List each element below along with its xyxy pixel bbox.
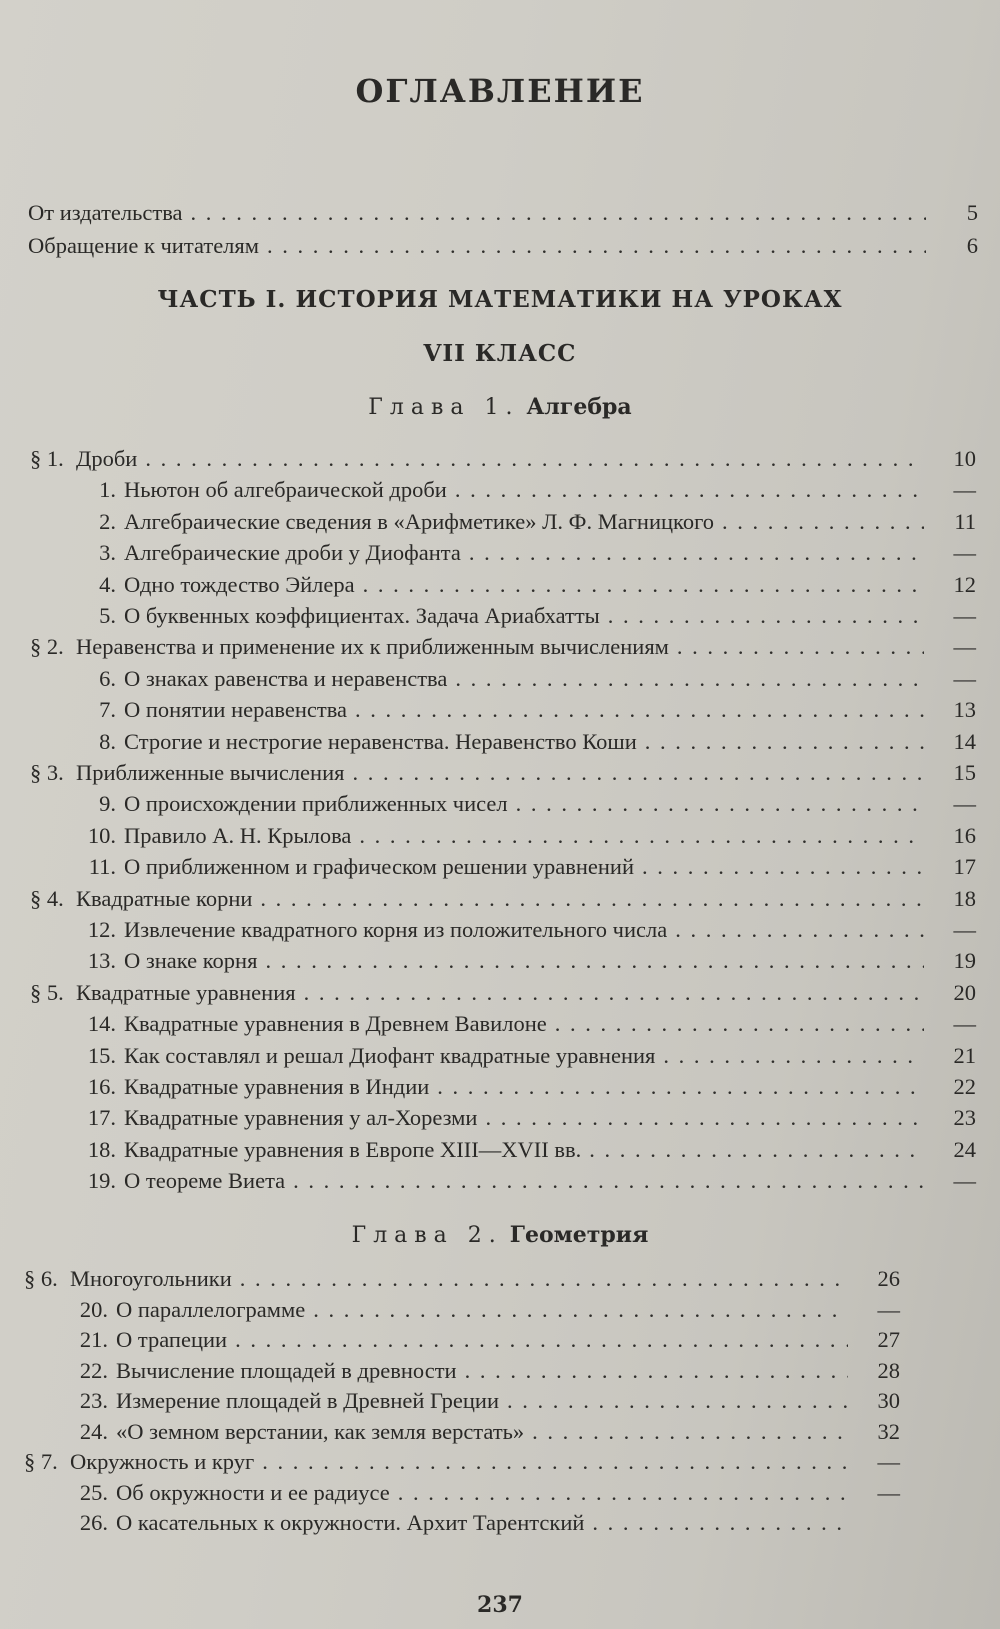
- toc-entry-page: 19: [953, 948, 976, 974]
- dot-leader: [359, 823, 924, 849]
- toc-entry-number: 2.: [99, 508, 116, 534]
- toc-section-row: [30, 886, 976, 916]
- toc-entry-page: 30: [877, 1388, 900, 1413]
- toc-entry-number: 24.: [79, 1418, 108, 1444]
- toc-item-row: [70, 1297, 900, 1327]
- toc-entry-page: 16: [953, 822, 976, 848]
- toc-entry-page: —: [953, 477, 976, 503]
- toc-entry-page: 14: [953, 728, 976, 754]
- dot-leader: [265, 948, 924, 974]
- toc-entry-page: 32: [877, 1418, 900, 1444]
- toc-entry-title: О трапеции: [116, 1327, 228, 1352]
- toc-item-row: [70, 1419, 900, 1449]
- toc-entry-title: Алгебраические дроби у Диофанта: [124, 540, 461, 566]
- toc-entry-title: Вычисление площадей в древности: [116, 1357, 457, 1383]
- toc-entry-number: 20.: [79, 1296, 108, 1322]
- toc-entry-number: 14.: [87, 1011, 116, 1037]
- toc-entry-page: 15: [953, 760, 976, 785]
- toc-item-row: [78, 1105, 976, 1135]
- chapter-2-heading: [0, 1222, 1000, 1248]
- toc-entry-title: Об окружности и ее радиусе: [116, 1479, 390, 1505]
- dot-leader: [592, 1510, 848, 1536]
- toc-item-row: [78, 572, 976, 602]
- toc-item-row: [78, 854, 976, 884]
- toc-entry-number: § 7.: [24, 1449, 58, 1474]
- toc-item-row: [78, 791, 976, 821]
- toc-entry-number: 13.: [87, 948, 116, 974]
- toc-entry-title: Дроби: [76, 446, 138, 471]
- toc-entry-page: 6: [966, 233, 978, 258]
- toc-entry-title: О знаках равенства и неравенства: [124, 665, 448, 691]
- toc-entry-page: 27: [877, 1327, 900, 1352]
- chapter-2-prefix: Глава 2.: [351, 1223, 503, 1248]
- toc-item-row: [78, 823, 976, 853]
- toc-entry-number: § 3.: [30, 760, 64, 785]
- toc-entry-page: —: [877, 1479, 900, 1505]
- toc-item-row: [70, 1388, 900, 1418]
- toc-entry-title: Многоугольники: [70, 1266, 232, 1291]
- toc-item-row: [70, 1358, 900, 1388]
- toc-entry-page: —: [953, 634, 976, 660]
- toc-section-row: [30, 634, 976, 664]
- toc-item-row: [78, 1011, 976, 1041]
- toc-entry-title: Приближенные вычисления: [76, 760, 345, 785]
- dot-leader: [589, 1137, 924, 1163]
- page-title: ОГЛАВЛЕНИЕ: [355, 72, 645, 110]
- toc-entry-page: 11: [954, 508, 976, 534]
- toc-entry-number: 11.: [88, 854, 116, 880]
- toc-entry-page: —: [953, 791, 976, 817]
- dot-leader: [145, 446, 924, 472]
- dot-leader: [532, 1419, 848, 1445]
- toc-item-row: [70, 1480, 900, 1510]
- dot-leader: [352, 760, 924, 786]
- dot-leader: [485, 1105, 924, 1131]
- toc-entry-page: —: [953, 540, 976, 566]
- dot-leader: [455, 477, 924, 503]
- dot-leader: [722, 509, 924, 535]
- dot-leader: [304, 980, 924, 1006]
- dot-leader: [191, 200, 926, 226]
- toc-entry-number: 26.: [79, 1510, 108, 1535]
- dot-leader: [398, 1480, 848, 1506]
- toc-entry-page: —: [953, 603, 976, 628]
- toc-entry-title: О параллелограмме: [116, 1296, 306, 1322]
- toc-entry-page: —: [877, 1449, 900, 1474]
- dot-leader: [555, 1011, 924, 1037]
- dot-leader: [355, 697, 924, 723]
- toc-entry-number: 5.: [99, 603, 116, 628]
- toc-entry-title: О происхождении приближенных чисел: [124, 791, 508, 817]
- toc-entry-title: «О земном верстании, как земля верстать»: [116, 1418, 525, 1444]
- toc-entry-title: О буквенных коэффициентах. Задача Ариабхатты: [124, 603, 600, 628]
- toc-item-row: [78, 917, 976, 947]
- chapter-1-name: Алгебра: [526, 394, 632, 420]
- dot-leader: [663, 1043, 924, 1069]
- toc-item-row: [78, 1137, 976, 1167]
- toc-entry-title: Неравенства и применение их к приближенным вычислениям: [76, 634, 669, 660]
- toc-entry-number: § 1.: [30, 446, 64, 471]
- toc-entry-page: 12: [953, 571, 976, 597]
- toc-entry-number: 16.: [87, 1074, 116, 1099]
- toc-entry-number: 3.: [99, 540, 116, 566]
- toc-entry-page: —: [953, 1011, 976, 1037]
- toc-entry-number: 19.: [87, 1168, 116, 1194]
- toc-entry-page: 24: [953, 1136, 976, 1162]
- toc-entry-title: Окружность и круг: [70, 1449, 255, 1474]
- toc-item-row: [70, 1510, 900, 1540]
- toc-entry-number: § 6.: [24, 1266, 58, 1291]
- toc-item-row: [70, 1327, 900, 1357]
- toc-entry-number: 21.: [79, 1327, 108, 1352]
- dot-leader: [437, 1074, 924, 1100]
- dot-leader: [608, 603, 924, 629]
- toc-entry-page: —: [953, 917, 976, 942]
- toc-item-row: [78, 666, 976, 696]
- toc-entry-page: 20: [953, 979, 976, 1005]
- dot-leader: [313, 1297, 848, 1323]
- toc-entry-number: 15.: [87, 1042, 116, 1068]
- toc-item-row: [78, 1074, 976, 1104]
- toc-entry-title: Квадратные уравнения: [76, 979, 296, 1005]
- chapter-1-prefix: Глава 1.: [368, 395, 520, 420]
- toc-entry-number: 1.: [99, 477, 116, 503]
- toc-entry-number: 4.: [99, 571, 116, 597]
- toc-section-row: [30, 760, 976, 790]
- toc-section-row: [30, 980, 976, 1010]
- toc-entry-title: Обращение к читателям: [28, 233, 259, 258]
- toc-entry-number: 9.: [99, 791, 116, 817]
- toc-entry-page: 13: [953, 697, 976, 723]
- toc-item-row: [78, 477, 976, 507]
- toc-entry-number: 17.: [87, 1105, 116, 1131]
- toc-entry-title: Одно тождество Эйлера: [124, 571, 355, 597]
- toc-entry-title: О теореме Виета: [124, 1168, 286, 1194]
- toc-entry-title: О знаке корня: [124, 948, 258, 974]
- toc-entry-title: Квадратные уравнения у ал-Хорезми: [124, 1105, 478, 1131]
- toc-entry-page: —: [877, 1296, 900, 1322]
- toc-item-row: [78, 1043, 976, 1073]
- toc-entry-number: § 5.: [30, 979, 64, 1005]
- toc-entry-number: 18.: [87, 1136, 116, 1162]
- toc-entry-title: Как составлял и решал Диофант квадратные уравнения: [124, 1042, 656, 1068]
- toc-entry-page: 23: [953, 1105, 976, 1131]
- dot-leader: [240, 1266, 848, 1292]
- toc-item-row: [78, 697, 976, 727]
- toc-entry-title: От издательства: [28, 200, 183, 225]
- dot-leader: [293, 1168, 924, 1194]
- toc-entry-number: 8.: [99, 728, 116, 754]
- toc-front-row: [28, 200, 978, 230]
- toc-entry-title: Квадратные уравнения в Европе XIII—XVII вв.: [124, 1136, 582, 1162]
- toc-entry-page: 28: [877, 1357, 900, 1383]
- toc-entry-number: 12.: [87, 917, 116, 942]
- toc-entry-number: § 4.: [30, 885, 64, 911]
- toc-item-row: [78, 729, 976, 759]
- dot-leader: [645, 729, 924, 755]
- toc-entry-number: 7.: [99, 697, 116, 723]
- toc-entry-page: 17: [953, 854, 976, 880]
- toc-entry-title: Квадратные уравнения в Индии: [124, 1074, 430, 1099]
- toc-entry-number: 6.: [99, 665, 116, 691]
- toc-entry-title: Извлечение квадратного корня из положительного числа: [124, 917, 668, 942]
- toc-entry-title: Строгие и нестрогие неравенства. Неравенство Коши: [124, 728, 637, 754]
- toc-entry-title: О приближенном и графическом решении уравнений: [124, 854, 634, 880]
- toc-entry-title: Квадратные уравнения в Древнем Вавилоне: [124, 1011, 547, 1037]
- toc-section-row: [24, 1266, 900, 1296]
- toc-entry-page: 22: [953, 1074, 976, 1099]
- toc-entry-title: О касательных к окружности. Архит Тарентский: [116, 1510, 585, 1535]
- toc-item-row: [78, 540, 976, 570]
- toc-entry-title: Измерение площадей в Древней Греции: [116, 1388, 500, 1413]
- toc-item-row: [78, 1168, 976, 1198]
- toc-entry-page: 18: [953, 885, 976, 911]
- grade-heading: VII КЛАСС: [423, 340, 577, 367]
- page-number: 237: [477, 1592, 523, 1618]
- part-heading: ЧАСТЬ I. ИСТОРИЯ МАТЕМАТИКИ НА УРОКАХ: [157, 286, 843, 313]
- chapter-2-name: Геометрия: [509, 1222, 649, 1248]
- dot-leader: [465, 1358, 848, 1384]
- toc-entry-title: Квадратные корни: [76, 885, 253, 911]
- dot-leader: [235, 1327, 848, 1353]
- toc-entry-title: Ньютон об алгебраической дроби: [124, 477, 447, 503]
- dot-leader: [363, 572, 924, 598]
- chapter-1-heading: [0, 394, 1000, 420]
- toc-entry-page: 26: [877, 1266, 900, 1291]
- toc-entry-title: Алгебраические сведения в «Арифметике» Л. Ф. Магницкого: [124, 508, 714, 534]
- toc-entry-page: —: [953, 665, 976, 691]
- dot-leader: [267, 233, 926, 259]
- toc-section-row: [24, 1449, 900, 1479]
- dot-leader: [675, 917, 924, 943]
- toc-entry-number: § 2.: [30, 634, 64, 660]
- toc-front-row: [28, 233, 978, 263]
- dot-leader: [262, 1449, 848, 1475]
- toc-item-row: [78, 603, 976, 633]
- dot-leader: [469, 540, 924, 566]
- toc-item-row: [78, 948, 976, 978]
- toc-entry-title: Правило А. Н. Крылова: [124, 822, 352, 848]
- toc-entry-number: 22.: [79, 1357, 108, 1383]
- toc-entry-page: 5: [966, 200, 978, 225]
- toc-entry-page: 10: [953, 446, 976, 471]
- toc-entry-page: 21: [953, 1042, 976, 1068]
- toc-entry-number: 10.: [87, 822, 116, 848]
- toc-entry-number: 23.: [79, 1388, 108, 1413]
- toc-section-row: [30, 446, 976, 476]
- toc-entry-number: 25.: [79, 1479, 108, 1505]
- dot-leader: [455, 666, 924, 692]
- dot-leader: [677, 634, 924, 660]
- dot-leader: [642, 854, 924, 880]
- dot-leader: [507, 1388, 848, 1414]
- toc-item-row: [78, 509, 976, 539]
- dot-leader: [260, 886, 924, 912]
- toc-entry-page: —: [953, 1168, 976, 1194]
- toc-entry-title: О понятии неравенства: [124, 697, 348, 723]
- dot-leader: [516, 791, 924, 817]
